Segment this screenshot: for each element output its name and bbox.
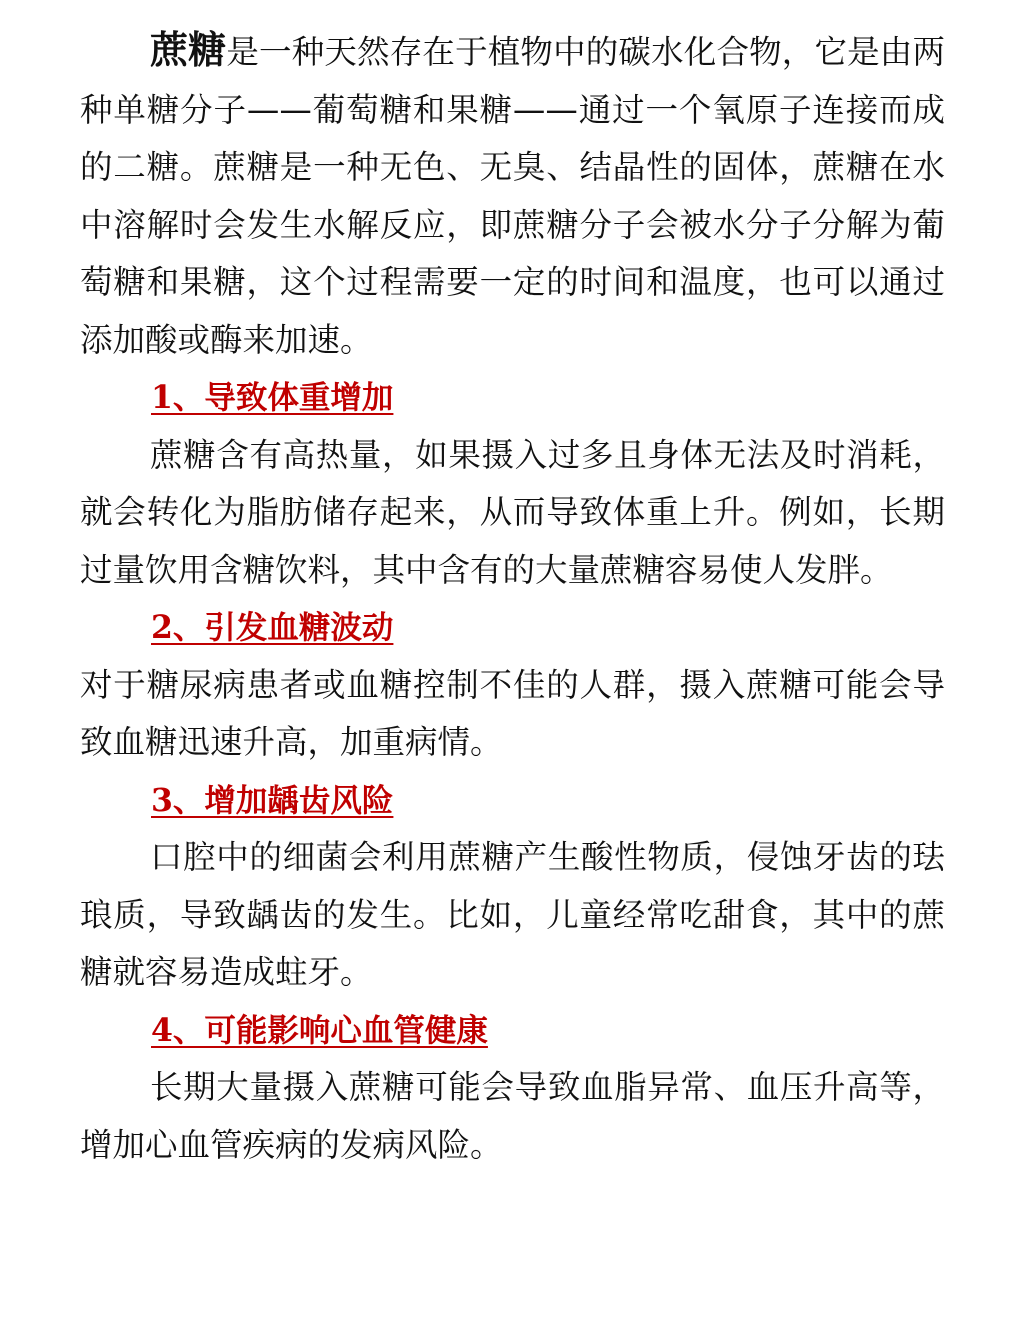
section-heading-1: 1、导致体重增加 — [151, 379, 394, 416]
section-body-4: 长期大量摄入蔗糖可能会导致血脂异常、血压升高等，增加心血管疾病的发病风险。 — [80, 1068, 945, 1164]
section-heading-3: 3、增加龋齿风险 — [151, 781, 394, 819]
section-body-3: 口腔中的细菌会利用蔗糖产生酸性物质，侵蚀牙齿的珐琅质，导致龋齿的发生。比如，儿童经常吃甜食，其中的蔗糖就容易造成蛀牙。 — [80, 838, 945, 991]
intro-paragraph — [80, 22, 945, 369]
intro-term: 蔗糖 — [150, 28, 227, 72]
section-body-2: 对于糖尿病患者或血糖控制不佳的人群，摄入蔗糖可能会导致血糖迅速升高，加重病情。 — [80, 665, 945, 761]
intro-text: 是一种天然存在于植物中的碳水化合物，它是由两种单糖分子——葡萄糖和果糖——通过一个氧原子连接而成的二糖。蔗糖是一种无色、无臭、结晶性的固体，蔗糖在水中溶解时会发生水解反应，即蔗糖分子会被水分子分解为葡萄糖和果糖，这个过程需要一定的时间和温度，也可以通过添加酸或酶来加速。 — [80, 33, 945, 359]
section-heading-2: 2、引发血糖波动 — [151, 609, 394, 646]
article — [80, 22, 945, 1174]
section-heading-4: 4、可能影响心血管健康 — [151, 1011, 488, 1049]
section-body-1: 蔗糖含有高热量，如果摄入过多且身体无法及时消耗，就会转化为脂肪储存起来，从而导致体重上升。例如，长期过量饮用含糖饮料，其中含有的大量蔗糖容易使人发胖。 — [80, 435, 945, 589]
